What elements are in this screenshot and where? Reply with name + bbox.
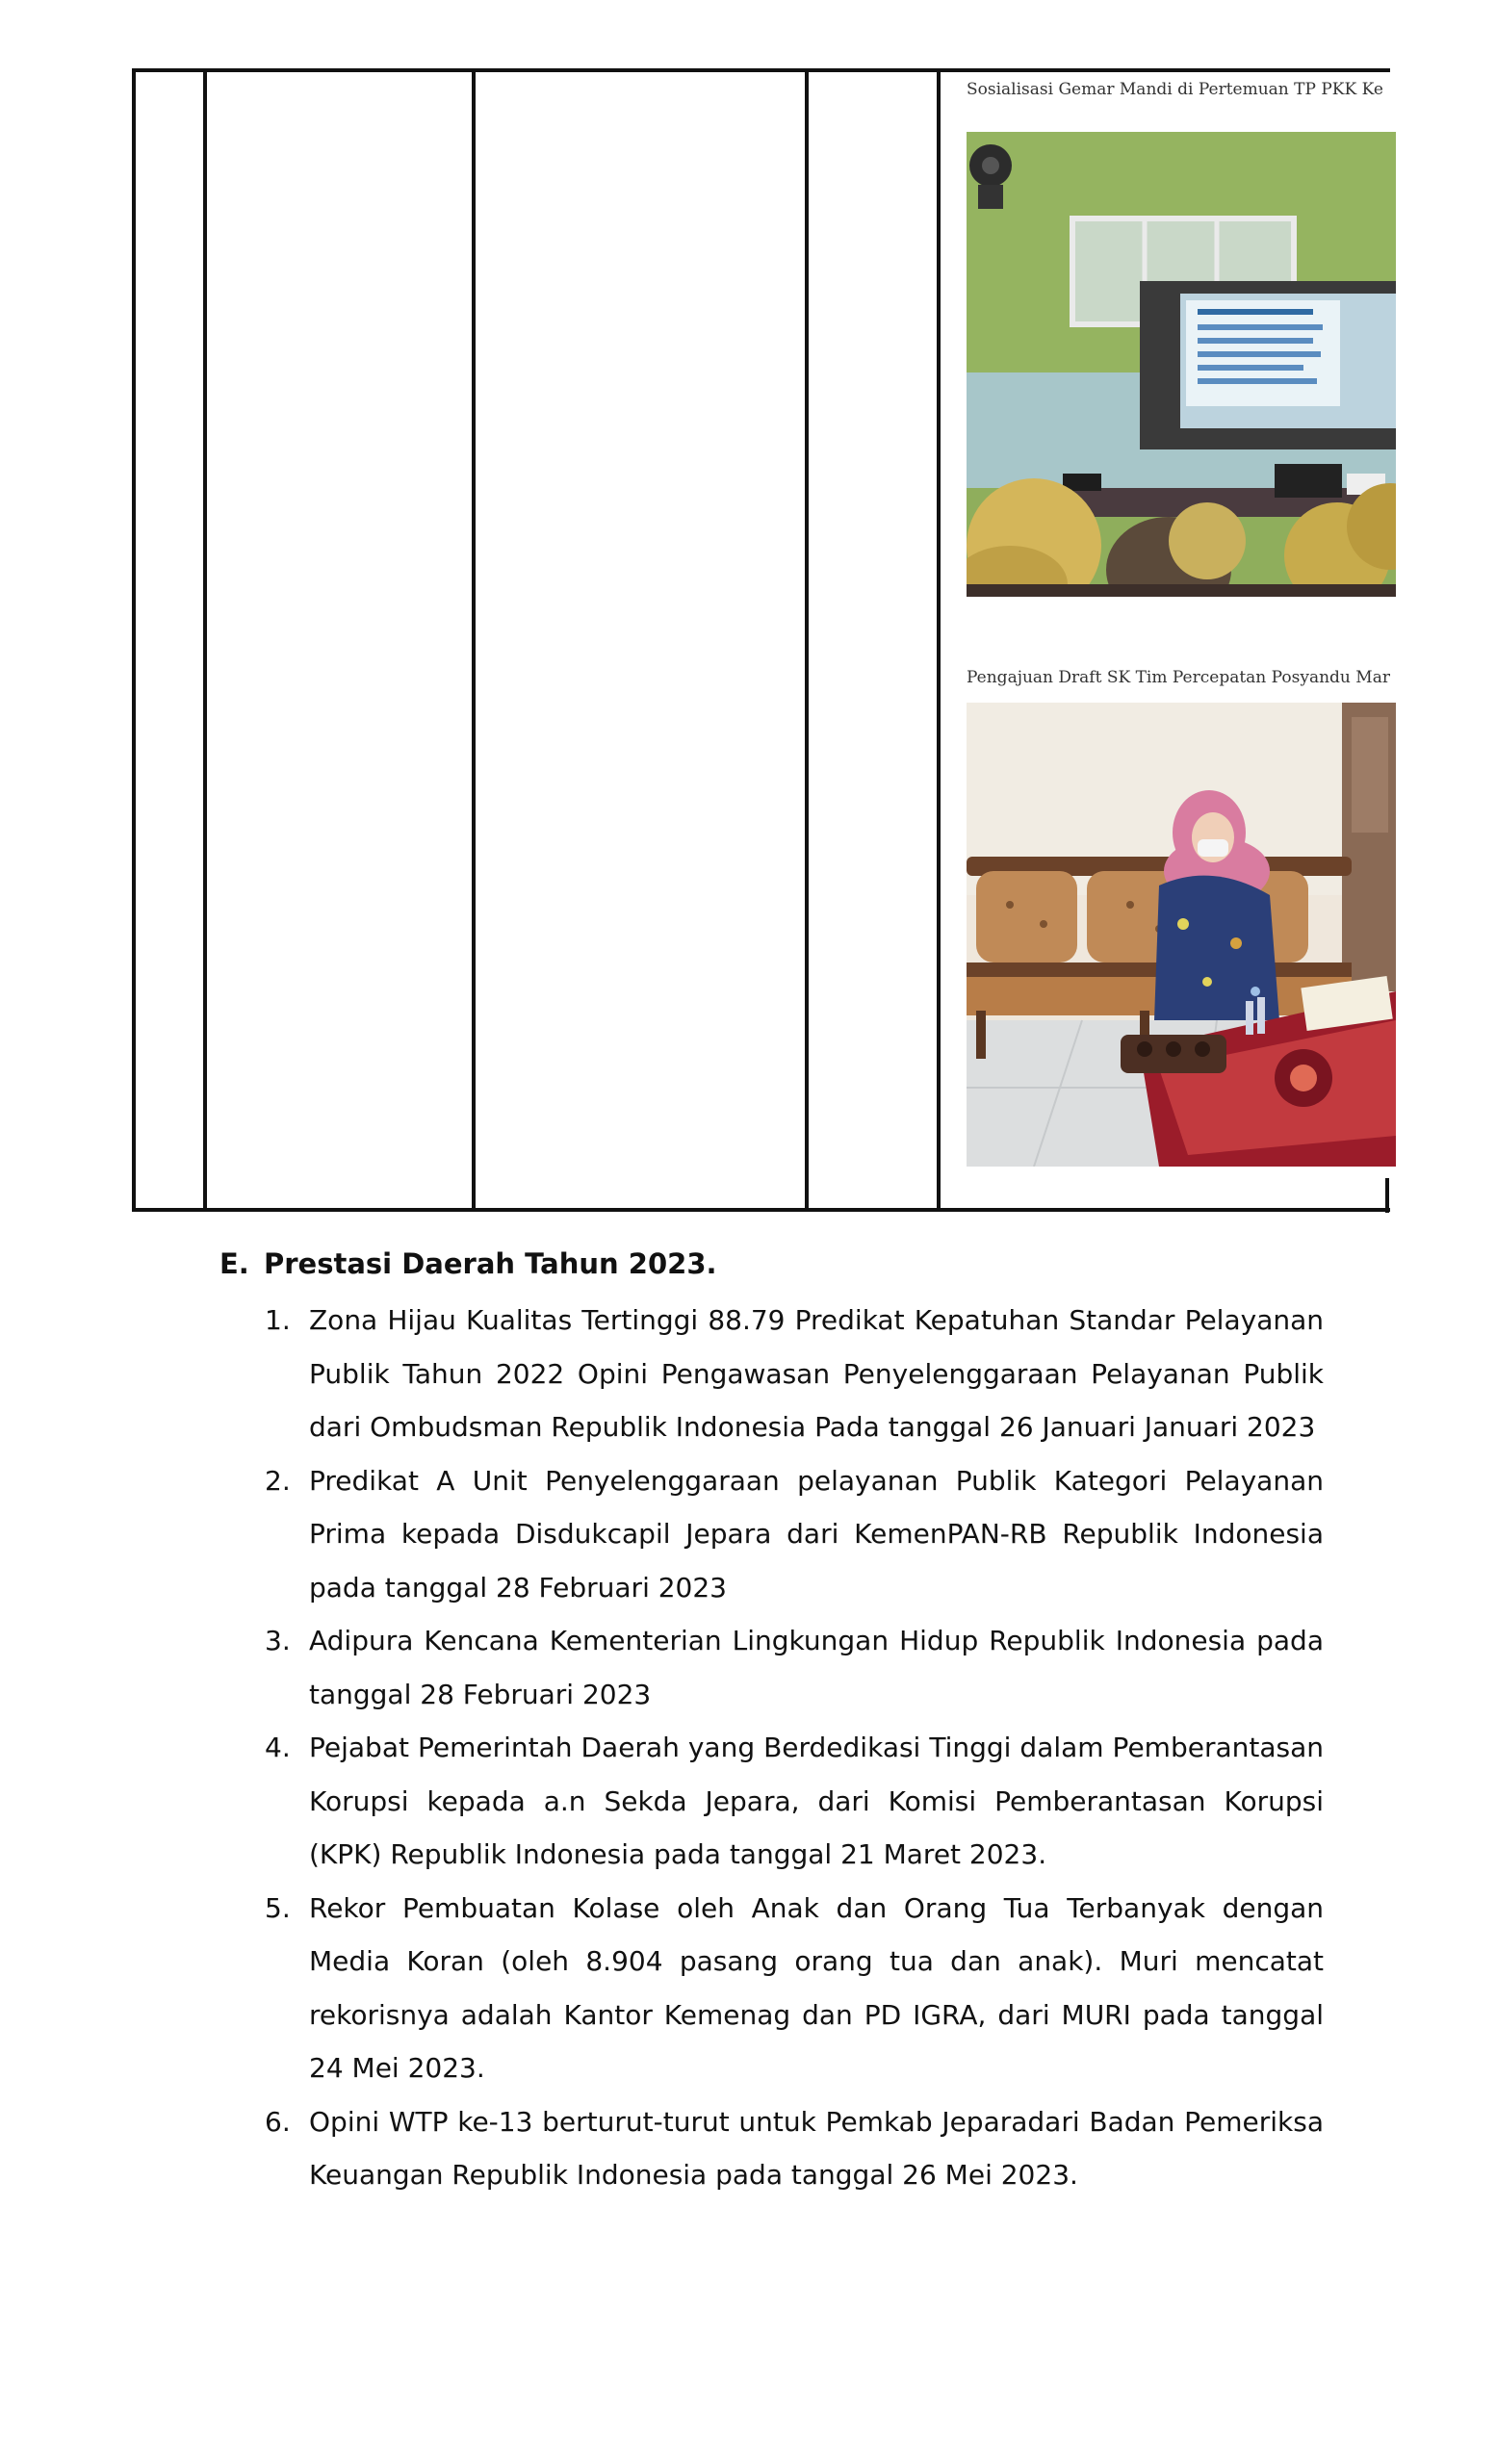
list-item-text: Opini WTP ke-13 berturut-turut untuk Pemkab Jeparadari Badan Pemeriksa Keuangan Republik Indonesia pada tanggal 26 Mei 2023.	[309, 2105, 1324, 2191]
list-item-text: Rekor Pembuatan Kolase oleh Anak dan Orang Tua Terbanyak dengan Media Koran (oleh 8.904 pasang orang tua dan anak). Muri mencatat rekorisnya adalah Kantor Kemenag dan PD IGRA, dari MURI pada tanggal 24 Mei 2023.	[309, 1891, 1324, 2084]
table-column-divider	[937, 68, 941, 1212]
photo-woman-on-sofa-icon	[967, 703, 1396, 1167]
list-item-text: Predikat A Unit Penyelenggaraan pelayanan Publik Kategori Pelayanan Prima kepada Disdukcapil Jepara dari KemenPAN-RB Republik Indonesia pada tanggal 28 Februari 2023	[309, 1464, 1324, 1604]
list-item-number: 5.	[265, 1891, 291, 1924]
table-right-edge	[1385, 1178, 1389, 1213]
photo-caption-pengajuan: Pengajuan Draft SK Tim Percepatan Posyandu Mar	[967, 668, 1390, 687]
table-column-divider	[203, 68, 207, 1212]
table-column-divider	[805, 68, 809, 1212]
section-heading	[219, 1246, 717, 1281]
list-item-text: Pejabat Pemerintah Daerah yang Berdedikasi Tinggi dalam Pemberantasan Korupsi kepada a.n Sekda Jepara, dari Komisi Pemberantasan Korupsi (KPK) Republik Indonesia pada tanggal 21 Maret 2023.	[309, 1732, 1324, 1870]
table-column-divider	[472, 68, 476, 1212]
list-item	[265, 1882, 1324, 2095]
list-item-number: 3.	[265, 1625, 291, 1656]
list-item-text: Adipura Kencana Kementerian Lingkungan Hidup Republik Indonesia pada tanggal 28 Februari 2023	[309, 1625, 1324, 1710]
list-item	[265, 2095, 1324, 2202]
list-item	[265, 1454, 1324, 1615]
list-item	[265, 1294, 1324, 1454]
photo-caption-sosialisasi: Sosialisasi Gemar Mandi di Pertemuan TP PKK Ke	[967, 80, 1383, 99]
section-title: Prestasi Daerah Tahun 2023.	[264, 1247, 717, 1280]
list-item-number: 2.	[265, 1464, 291, 1497]
list-item	[265, 1614, 1324, 1721]
list-item-number: 1.	[265, 1304, 291, 1336]
list-item-text: Zona Hijau Kualitas Tertinggi 88.79 Predikat Kepatuhan Standar Pelayanan Publik Tahun 2022 Opini Pengawasan Penyelenggaraan Pelayanan Publik dari Ombudsman Republik Indonesia Pada tanggal 26 Januari Januari 2023	[309, 1304, 1324, 1443]
achievement-list	[265, 1294, 1324, 2202]
list-item-number: 6.	[265, 2105, 291, 2138]
list-item-number: 4.	[265, 1732, 291, 1763]
section-letter: E.	[219, 1247, 249, 1280]
list-item	[265, 1721, 1324, 1882]
photo-meeting-projector-icon	[967, 132, 1396, 597]
